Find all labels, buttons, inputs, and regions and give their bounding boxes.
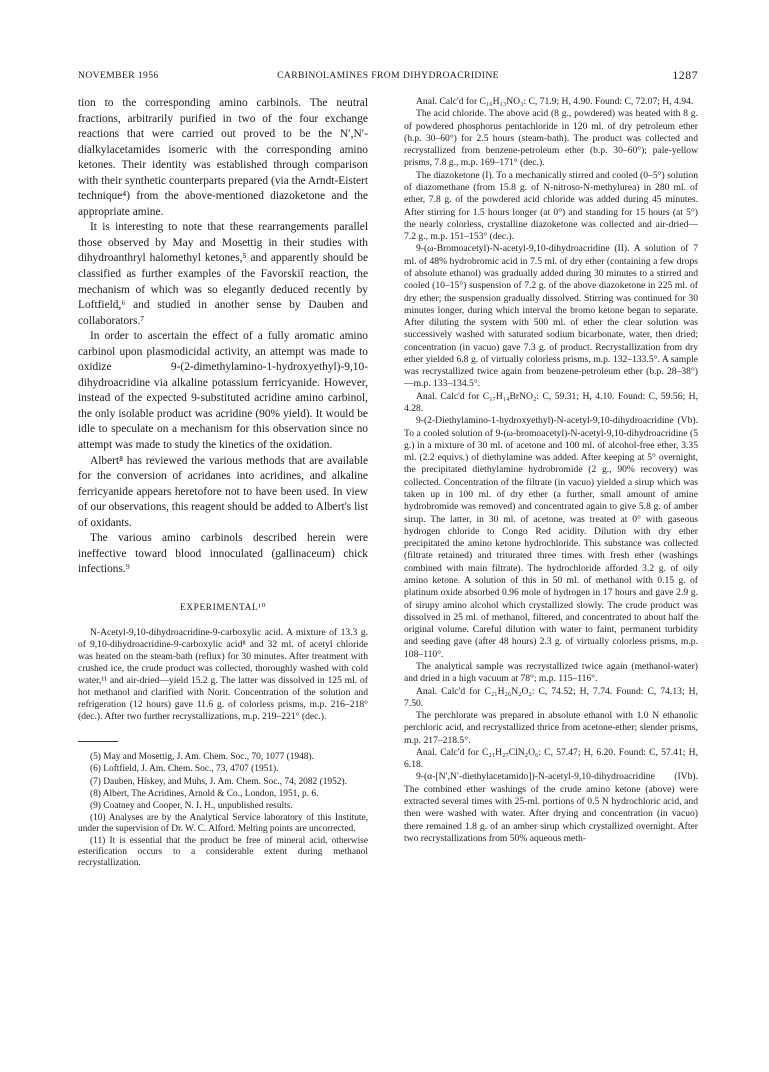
footnote: (5) May and Mosettig, J. Am. Chem. Soc., 70, 1077 (1948). xyxy=(90,752,314,763)
paragraph: The diazoketone (I). To a mechanically stirred and cooled (0–5°) solution of diazomethane (from 15.8 g. of N-nitroso-N-methylurea) in 280 ml. of ether, 7.8 g. of the powdered acid chloride was added during 45 minutes. After stirring for 1.5 hours longer (at 0°) and standing for 15 hours (at 5°) the nearly colorless, crystalline diazoketone was collected and air-dried—7.2 g., m.p. 151–153° (dec.). xyxy=(404,169,698,243)
paragraph: Anal. Calc'd for C₂₁H₂₆N₂O₂: C, 74.52; H, 7.74. Found: C, 74.13; H, 7.50. xyxy=(404,685,698,709)
footnote: (6) Loftfield, J. Am. Chem. Soc., 73, 4707 (1951). xyxy=(90,764,279,775)
footnote: (9) Coatney and Cooper, N. I. H., unpublished results. xyxy=(90,800,293,811)
discussion-text xyxy=(78,96,368,578)
paragraph: 9-(α-[N′,N′-diethylacetamido])-N-acetyl-9,10-dihydroacridine (IVb). The combined ether washings of the crude amino ketone (above) were extracted several times with 25-ml. portions of 0.5 N hydrochloric acid, and then were washed with water. After drying and concentration (in vacuo) there remained 1.8 g. of an amber sirup which crystallized overnight. After two recrystallizations from 50% aqueous meth- xyxy=(404,771,698,844)
paragraph: The various amino carbinols described herein were ineffective toward blood innoculated (gallinaceum) chick infections.⁹ xyxy=(78,532,368,576)
footnote: (7) Dauben, Hiskey, and Muhs, J. Am. Chem. Soc., 74, 2082 (1952). xyxy=(90,776,347,787)
paragraph: tion to the corresponding amino carbinols. The neutral fractions, arbitrarily purified in two of the four exchange reactions that were carried out proved to be the N′,N′-dialkylacetamides isomeric with the corresponding amino ketones. Their identity was established through comparison with their synthetic counterparts prepared (via the Arndt-Eistert technique⁴) from the above-mentioned diazoketone and the appropriate amine. xyxy=(78,97,368,218)
paragraph: It is interesting to note that these rearrangements parallel those observed by May and Mosettig in their studies with dihydroanthryl halomethyl ketones,⁵ and apparently should be classified as further examples of the Favorskiĭ reaction, the mechanism of which was so elegantly deduced recently by Loftfield,⁶ and studied in another sense by Dauben and collaborators.⁷ xyxy=(78,221,368,327)
paragraph: In order to ascertain the effect of a fully aromatic amino carbinol upon plasmodicidal activity, an attempt was made to oxidize 9-(2-dimethylamino-1-hydroxyethyl)-9,10-dihydroacridine via alkaline potassium ferricyanide. However, instead of the expected 9-substituted acridine amino carbinol, the only isolable product was acridine (90% yield). It would be idle to speculate on a mechanism for this observation since no attempt was made to study the kinetics of the oxidation. xyxy=(78,330,368,452)
footnote: (10) Analyses are by the Analytical Service laboratory of this Institute, under the supervision of Dr. W. C. Alford. Melting points are uncorrected. xyxy=(78,812,368,834)
experimental-heading: EXPERIMENTAL¹⁰ xyxy=(179,602,267,613)
paragraph: The perchlorate was prepared in absolute ethanol with 1.0 N ethanolic perchloric acid, and recrystallized thrice from acetone-ether; slender prisms, m.p. 217–218.5°. xyxy=(404,710,698,746)
page-number: 1287 xyxy=(672,68,698,82)
footnote: (8) Albert, The Acridines, Arnold & Co., London, 1951, p. 6. xyxy=(90,788,319,799)
footnote-divider xyxy=(78,741,118,742)
paragraph: 9-(2-Diethylamino-1-hydroxyethyl)-N-acetyl-9,10-dihydroacridine (Vb). To a cooled solution of 9-(ω-bromoacetyl)-N-acetyl-9,10-dihydroacridine (5 g.) in a mixture of 30 ml. of acetone and 100 ml. of alcohol-free ether, 3.35 ml. (2.2 equivs.) of diethylamine was added. After keeping at 5° overnight, the precipitated diethylamine hydrobromide (2 g., 90% recovery) was collected. Concentration of the filtrate (in vacuo) yielded a sirup which was taken up in 100 ml. of dry ether (a further, small amount of amine hydrobromide was removed) and concentrated again to give 5.8 g. of amber sirup. The latter, in 30 ml. of acetone, was treated at 0° with gaseous hydrogen chloride to Congo Red acidity. Dilution with dry ether precipitated the amino ketone hydrochloride. This substance was collected (filtrate retained) and triturated three times with fresh ether (washings combined with main filtrate). The hydrochloride afforded 3.2 g. of oily amino ketone. A solution of this in 50 ml. of methanol with 0.15 g. of platinum oxide absorbed 0.96 mole of hydrogen in 17 hours and gave 2.9 g. of sirupy amino alcohol which crystallized slowly. The crude product was dissolved in 25 ml. of methanol, filtered, and concentrated to about half the original volume. Careful dilution with water to faint, permanent turbidity and seeding gave (after 48 hours) 2.3 g. of virtually colorless prisms, m.p. 108–110°. xyxy=(404,415,698,660)
paragraph: The analytical sample was recrystallized twice again (methanol-water) and dried in a high vacuum at 78°; m.p. 115–116°. xyxy=(404,660,698,685)
header-date: NOVEMBER 1956 xyxy=(78,70,159,81)
right-column xyxy=(404,96,698,845)
paragraph: Anal. Calc'd for C₁₆H₁₃NO₃: C, 71.9; H, 4.90. Found: C, 72.07; H, 4.94. xyxy=(416,96,694,107)
experimental-text xyxy=(78,627,368,723)
paragraph: N-Acetyl-9,10-dihydroacridine-9-carboxylic acid. A mixture of 13.3 g. of 9,10-dihydroacridine-9-carboxylic acid⁸ and 32 ml. of acetyl chloride was heated on the steam-bath (reflux) for 30 minutes. After treatment with crushed ice, the crude product was collected, thoroughly washed with cold water,¹¹ and air-dried—yield 15.2 g. The latter was dissolved in 125 ml. of hot methanol and clarified with Norit. Concentration of the solution and refrigeration (12 hours) gave 11.6 g. of colorless prisms, m.p. 216–218° (dec.). After two further recrystallizations, m.p. 219–221° (dec.). xyxy=(78,626,368,723)
paragraph: Anal. Calc'd for C₁₇H₁₄BrNO₂: C, 59.31; H, 4.10. Found: C, 59.56; H, 4.28. xyxy=(404,390,698,415)
left-column xyxy=(78,96,368,870)
footnotes xyxy=(78,752,368,869)
running-header xyxy=(78,70,698,84)
paragraph: The acid chloride. The above acid (8 g., powdered) was heated with 8 g. of powdered phosphorus pentachloride in 120 ml. of dry petroleum ether (b.p. 30–60°) for 2.5 hours (steam-bath). The product was collected and recrystallized from benzene-petroleum ether (b.p. 30–60°); pale-yellow prisms, 7.8 g., m.p. 169–171° (dec.). xyxy=(404,108,698,169)
header-title: CARBINOLAMINES FROM DIHYDROACRIDINE xyxy=(277,70,499,81)
paragraph: 9-(ω-Bromoacetyl)-N-acetyl-9,10-dihydroacridine (II). A solution of 7 ml. of 48% hydrobromic acid in 7.5 ml. of dry ether (containing a few drops of absolute ethanol) was gradually added during 30 minutes to a stirred and cooled (10–15°) suspension of 7.2 g. of the above diazoketone in 225 ml. of dry ether; the suspension gradually dissolved. Stirring was continued for 30 minutes longer, during which interval the bromo ketone began to separate. After diluting the system with 500 ml. of ether the clear solution was successively washed with saturated sodium bicarbonate, water, then dried; concentration (in vacuo) gave 7.3 g. of product. Recrystallization from dry ether yielded 6.8 g. of virtually colorless prisms, m.p. 132–133.5°. A sample was recrystallized twice again from benzene-petroleum ether (b.p. 28–38°)—m.p. 133–134.5°. xyxy=(404,243,698,390)
paragraph: Anal. Calc'd for C₂₁H₂₇ClN₂O₆: C, 57.47; H, 6.20. Found: C, 57.41; H, 6.18. xyxy=(404,746,698,771)
footnote: (11) It is essential that the product be free of mineral acid, otherwise esterification occurs to a considerable extent during methanol recrystallization. xyxy=(78,835,368,869)
paragraph: Albert⁸ has reviewed the various methods that are available for the conversion of acridanes into acridines, and alkaline ferricyanide appears heretofore not to have been used. In view of our observations, this reagent should be added to Albert's list of oxidants. xyxy=(78,454,368,529)
